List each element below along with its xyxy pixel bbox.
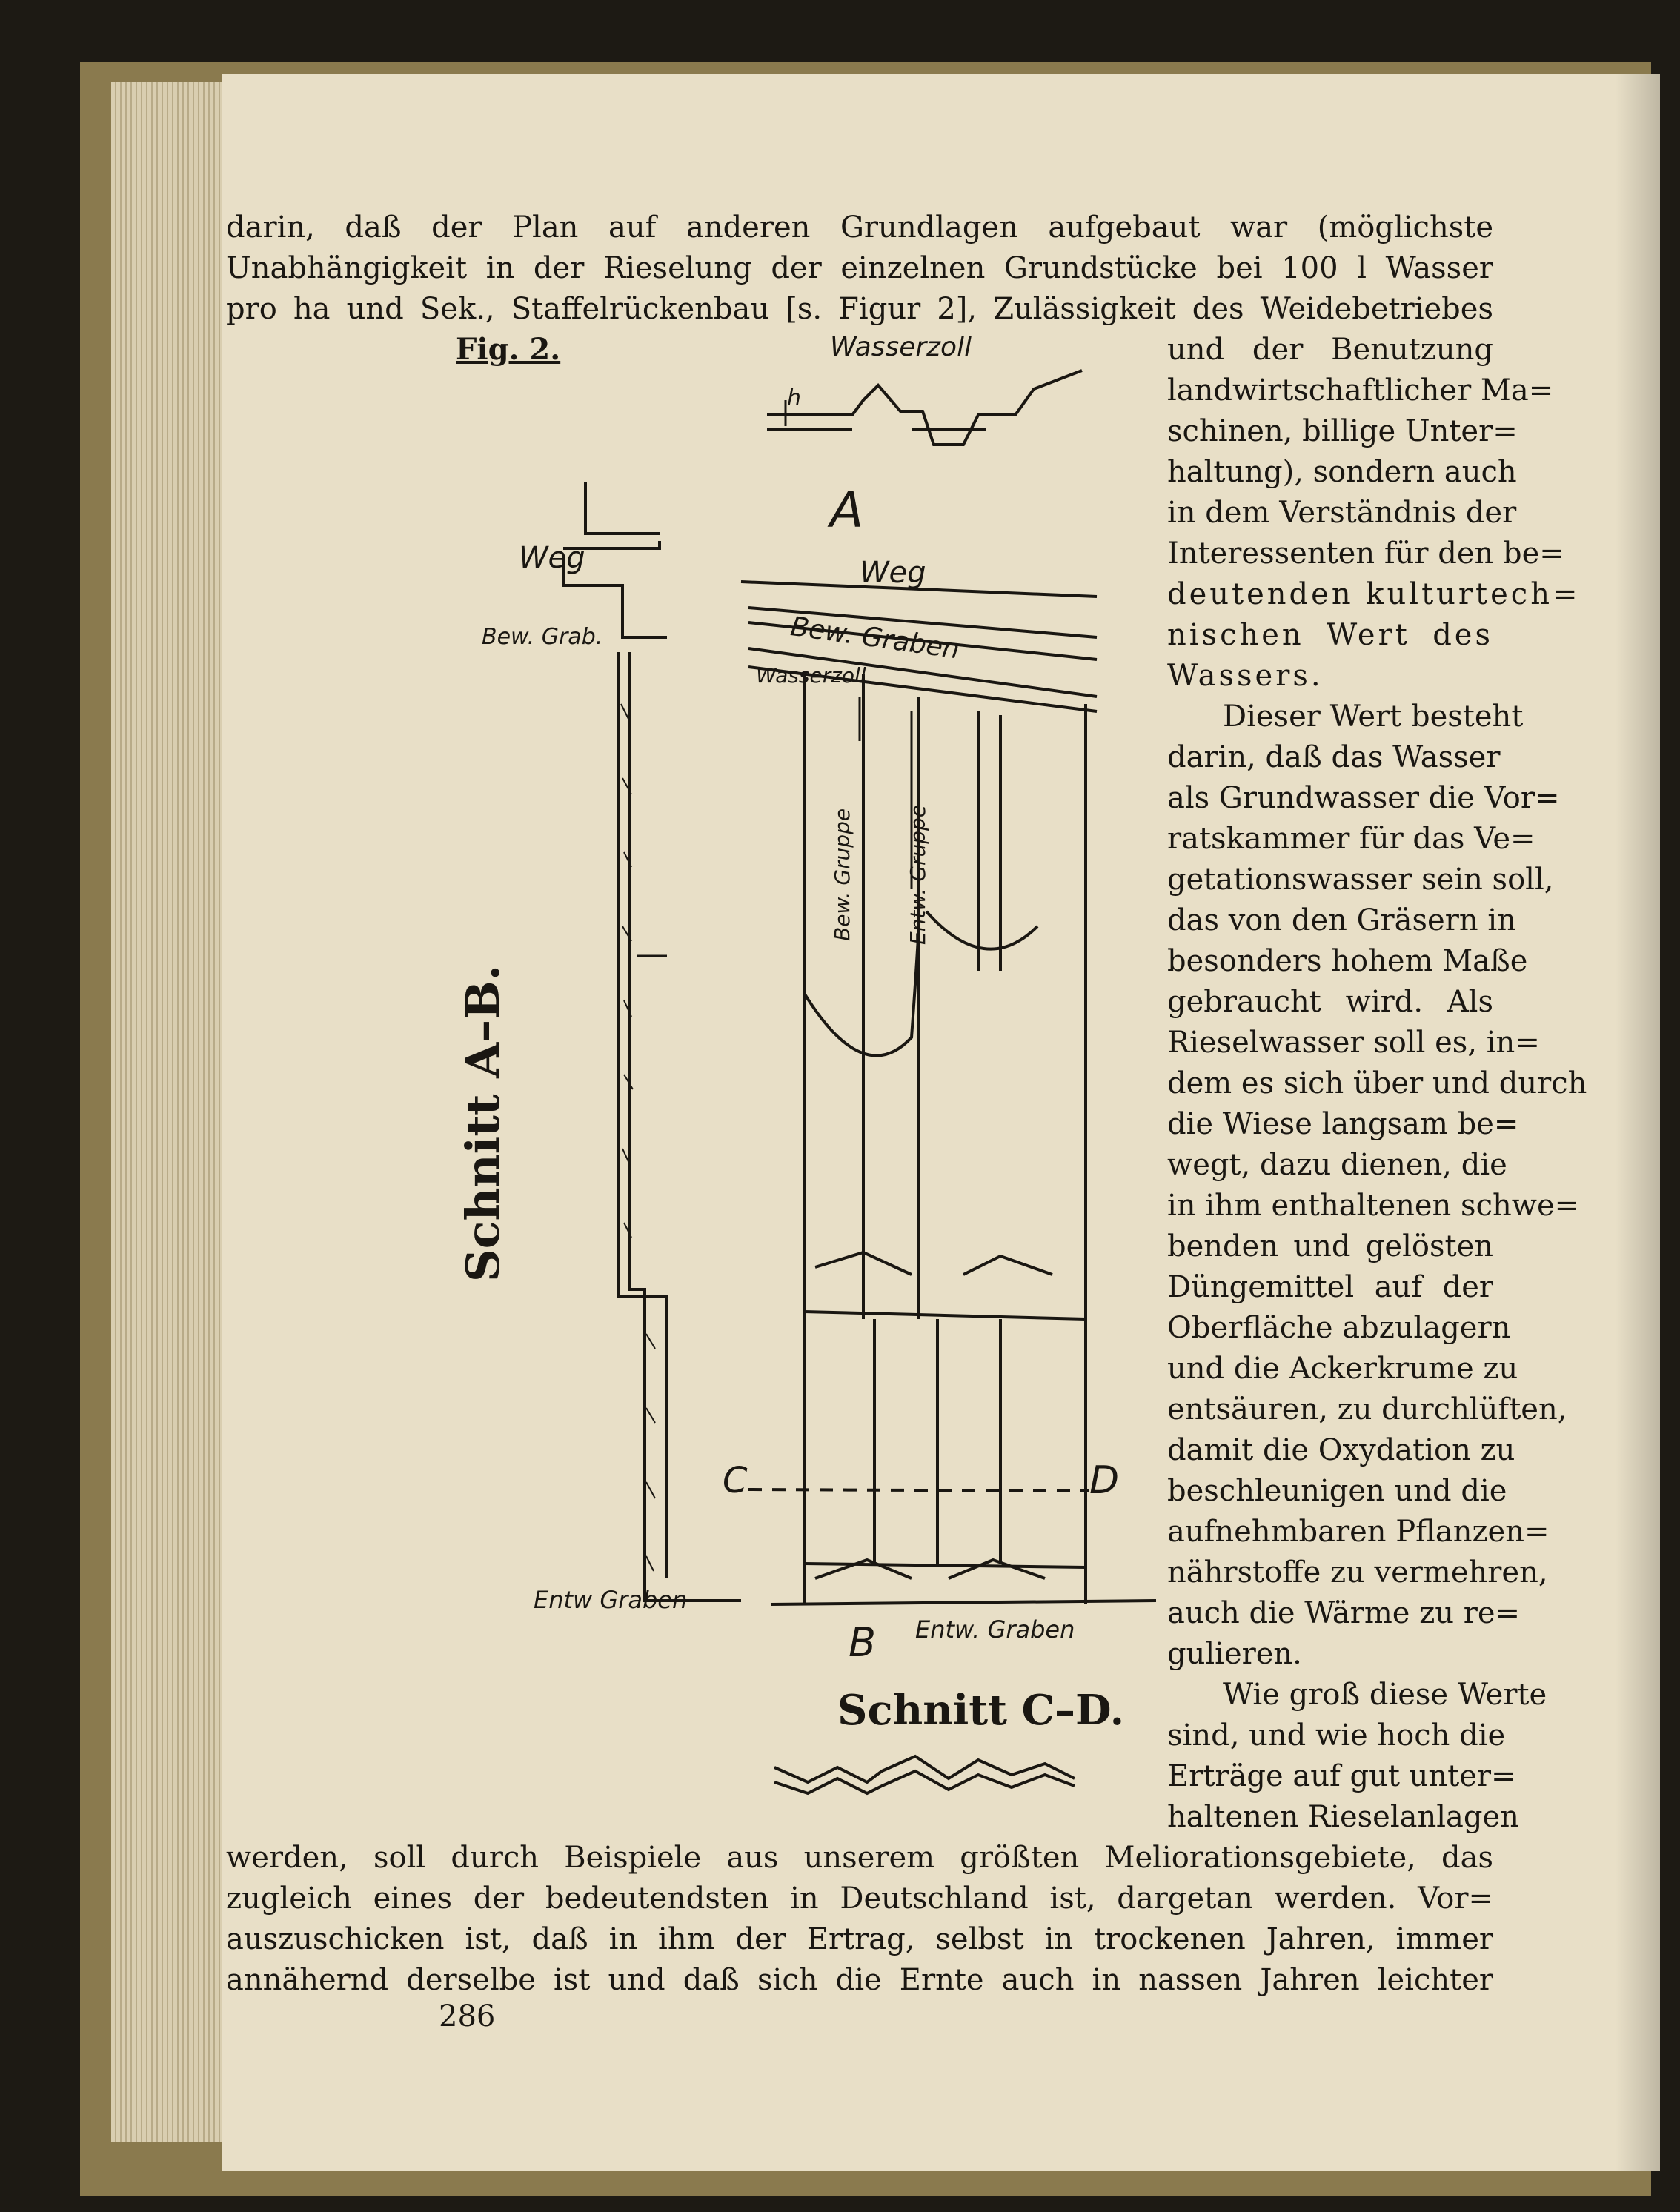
column-line: darin, daß das Wasser bbox=[1167, 740, 1501, 774]
column-line: Dieser Wert besteht bbox=[1223, 700, 1524, 734]
label-schnitt-ab: Schnitt A–B. bbox=[456, 964, 510, 1282]
body-line: auszuschicken ist, daß in ihm der Ertrag, selbst in trockenen Jahren, immer bbox=[226, 1922, 1493, 1956]
body-line: zugleich eines der bedeutendsten in Deutschland ist, dargetan werden. Vor= bbox=[226, 1881, 1493, 1916]
label-c: C bbox=[723, 1460, 748, 1501]
column-line: aufnehmbaren Pflanzen= bbox=[1167, 1515, 1550, 1549]
column-line: nährstoffe zu vermehren, bbox=[1167, 1555, 1548, 1590]
zigzag-sketch bbox=[774, 1756, 1075, 1793]
column-line: besonders hohem Maße bbox=[1167, 944, 1528, 978]
column-line: schinen, billige Unter= bbox=[1167, 414, 1518, 448]
label-entw-gruppe: Entw. Gruppe bbox=[906, 804, 930, 945]
column-line: gulieren. bbox=[1167, 1637, 1302, 1671]
label-bew-graben: Bew. Graben bbox=[788, 611, 962, 665]
column-line: haltung), sondern auch bbox=[1167, 455, 1517, 489]
column-line: ratskammer für das Ve= bbox=[1167, 822, 1535, 856]
label-a: A bbox=[830, 482, 864, 539]
label-entw-graben: Entw. Graben bbox=[915, 1615, 1075, 1644]
column-line: in dem Verständnis der bbox=[1167, 496, 1517, 530]
column-line: in ihm enthaltenen schwe= bbox=[1167, 1189, 1580, 1223]
column-line: das von den Gräsern in bbox=[1167, 903, 1516, 937]
column-line: die Wiese langsam be= bbox=[1167, 1107, 1519, 1141]
column-line: und die Ackerkrume zu bbox=[1167, 1352, 1518, 1386]
spine-shadow bbox=[1616, 74, 1660, 2171]
label-wasserzoll: Wasserzoll bbox=[830, 332, 972, 362]
column-line: haltenen Rieselanlagen bbox=[1167, 1800, 1519, 1834]
column-line: Düngemittel auf der bbox=[1167, 1270, 1493, 1304]
column-line: Erträge auf gut unter= bbox=[1167, 1759, 1516, 1793]
column-line: getationswasser sein soll, bbox=[1167, 863, 1554, 897]
column-line: auch die Wärme zu re= bbox=[1167, 1596, 1521, 1630]
column-line: Oberfläche abzulagern bbox=[1167, 1311, 1511, 1345]
column-line: Wie groß diese Werte bbox=[1223, 1678, 1547, 1712]
label-schnitt-cd: Schnitt C–D. bbox=[837, 1686, 1125, 1735]
column-line: und der Benutzung bbox=[1167, 333, 1493, 367]
body-line: Unabhängigkeit in der Rieselung der einzelnen Grundstücke bei 100 l Wasser bbox=[226, 251, 1493, 285]
page-edges bbox=[111, 82, 222, 2142]
column-line: als Grundwasser die Vor= bbox=[1167, 781, 1560, 815]
column-line: sind, und wie hoch die bbox=[1167, 1718, 1506, 1753]
column-line: wegt, dazu dienen, die bbox=[1167, 1148, 1507, 1182]
body-line: annähernd derselbe ist und daß sich die Ernte auch in nassen Jahren leichter bbox=[226, 1963, 1493, 1997]
body-line: pro ha und Sek., Staffelrückenbau [s. Figur 2], Zulässigkeit des Weidebetriebes bbox=[226, 292, 1493, 326]
body-line: darin, daß der Plan auf anderen Grundlagen aufgebaut war (möglichste bbox=[226, 210, 1493, 245]
column-line: dem es sich über und durch bbox=[1167, 1066, 1587, 1100]
column-line: landwirtschaftlicher Ma= bbox=[1167, 373, 1554, 408]
label-entw-graben-left: Entw Graben bbox=[534, 1586, 688, 1614]
column-line: gebraucht wird. Als bbox=[1167, 985, 1493, 1019]
label-weg: Weg bbox=[860, 556, 926, 590]
column-line: nischen Wert des bbox=[1167, 618, 1493, 652]
column-line: damit die Oxydation zu bbox=[1167, 1433, 1515, 1467]
column-line: Interessenten für den be= bbox=[1167, 537, 1564, 571]
label-h: h bbox=[787, 385, 802, 411]
page-number: 286 bbox=[439, 1999, 496, 2033]
plan-view-sketch bbox=[741, 582, 1156, 1604]
label-b: B bbox=[849, 1619, 877, 1666]
figure-label: Fig. 2. bbox=[456, 332, 561, 367]
label-bew-gruppe: Bew. Gruppe bbox=[830, 808, 854, 941]
column-line: Rieselwasser soll es, in= bbox=[1167, 1026, 1540, 1060]
column-line: beschleunigen und die bbox=[1167, 1474, 1507, 1508]
cross-section-sketch bbox=[767, 371, 1082, 445]
label-bew-grab-left: Bew. Grab. bbox=[482, 624, 603, 650]
label-weg-left: Weg bbox=[519, 541, 585, 575]
column-line: benden und gelösten bbox=[1167, 1229, 1493, 1263]
column-line: deutenden kulturtech= bbox=[1167, 577, 1581, 611]
body-line: werden, soll durch Beispiele aus unserem größten Meliorationsgebiete, das bbox=[226, 1841, 1493, 1875]
column-line: Wassers. bbox=[1167, 659, 1324, 693]
label-wasserzoll-2: Wasserzoll bbox=[756, 663, 866, 688]
label-d: D bbox=[1089, 1458, 1120, 1503]
column-line: entsäuren, zu durchlüften, bbox=[1167, 1392, 1567, 1426]
